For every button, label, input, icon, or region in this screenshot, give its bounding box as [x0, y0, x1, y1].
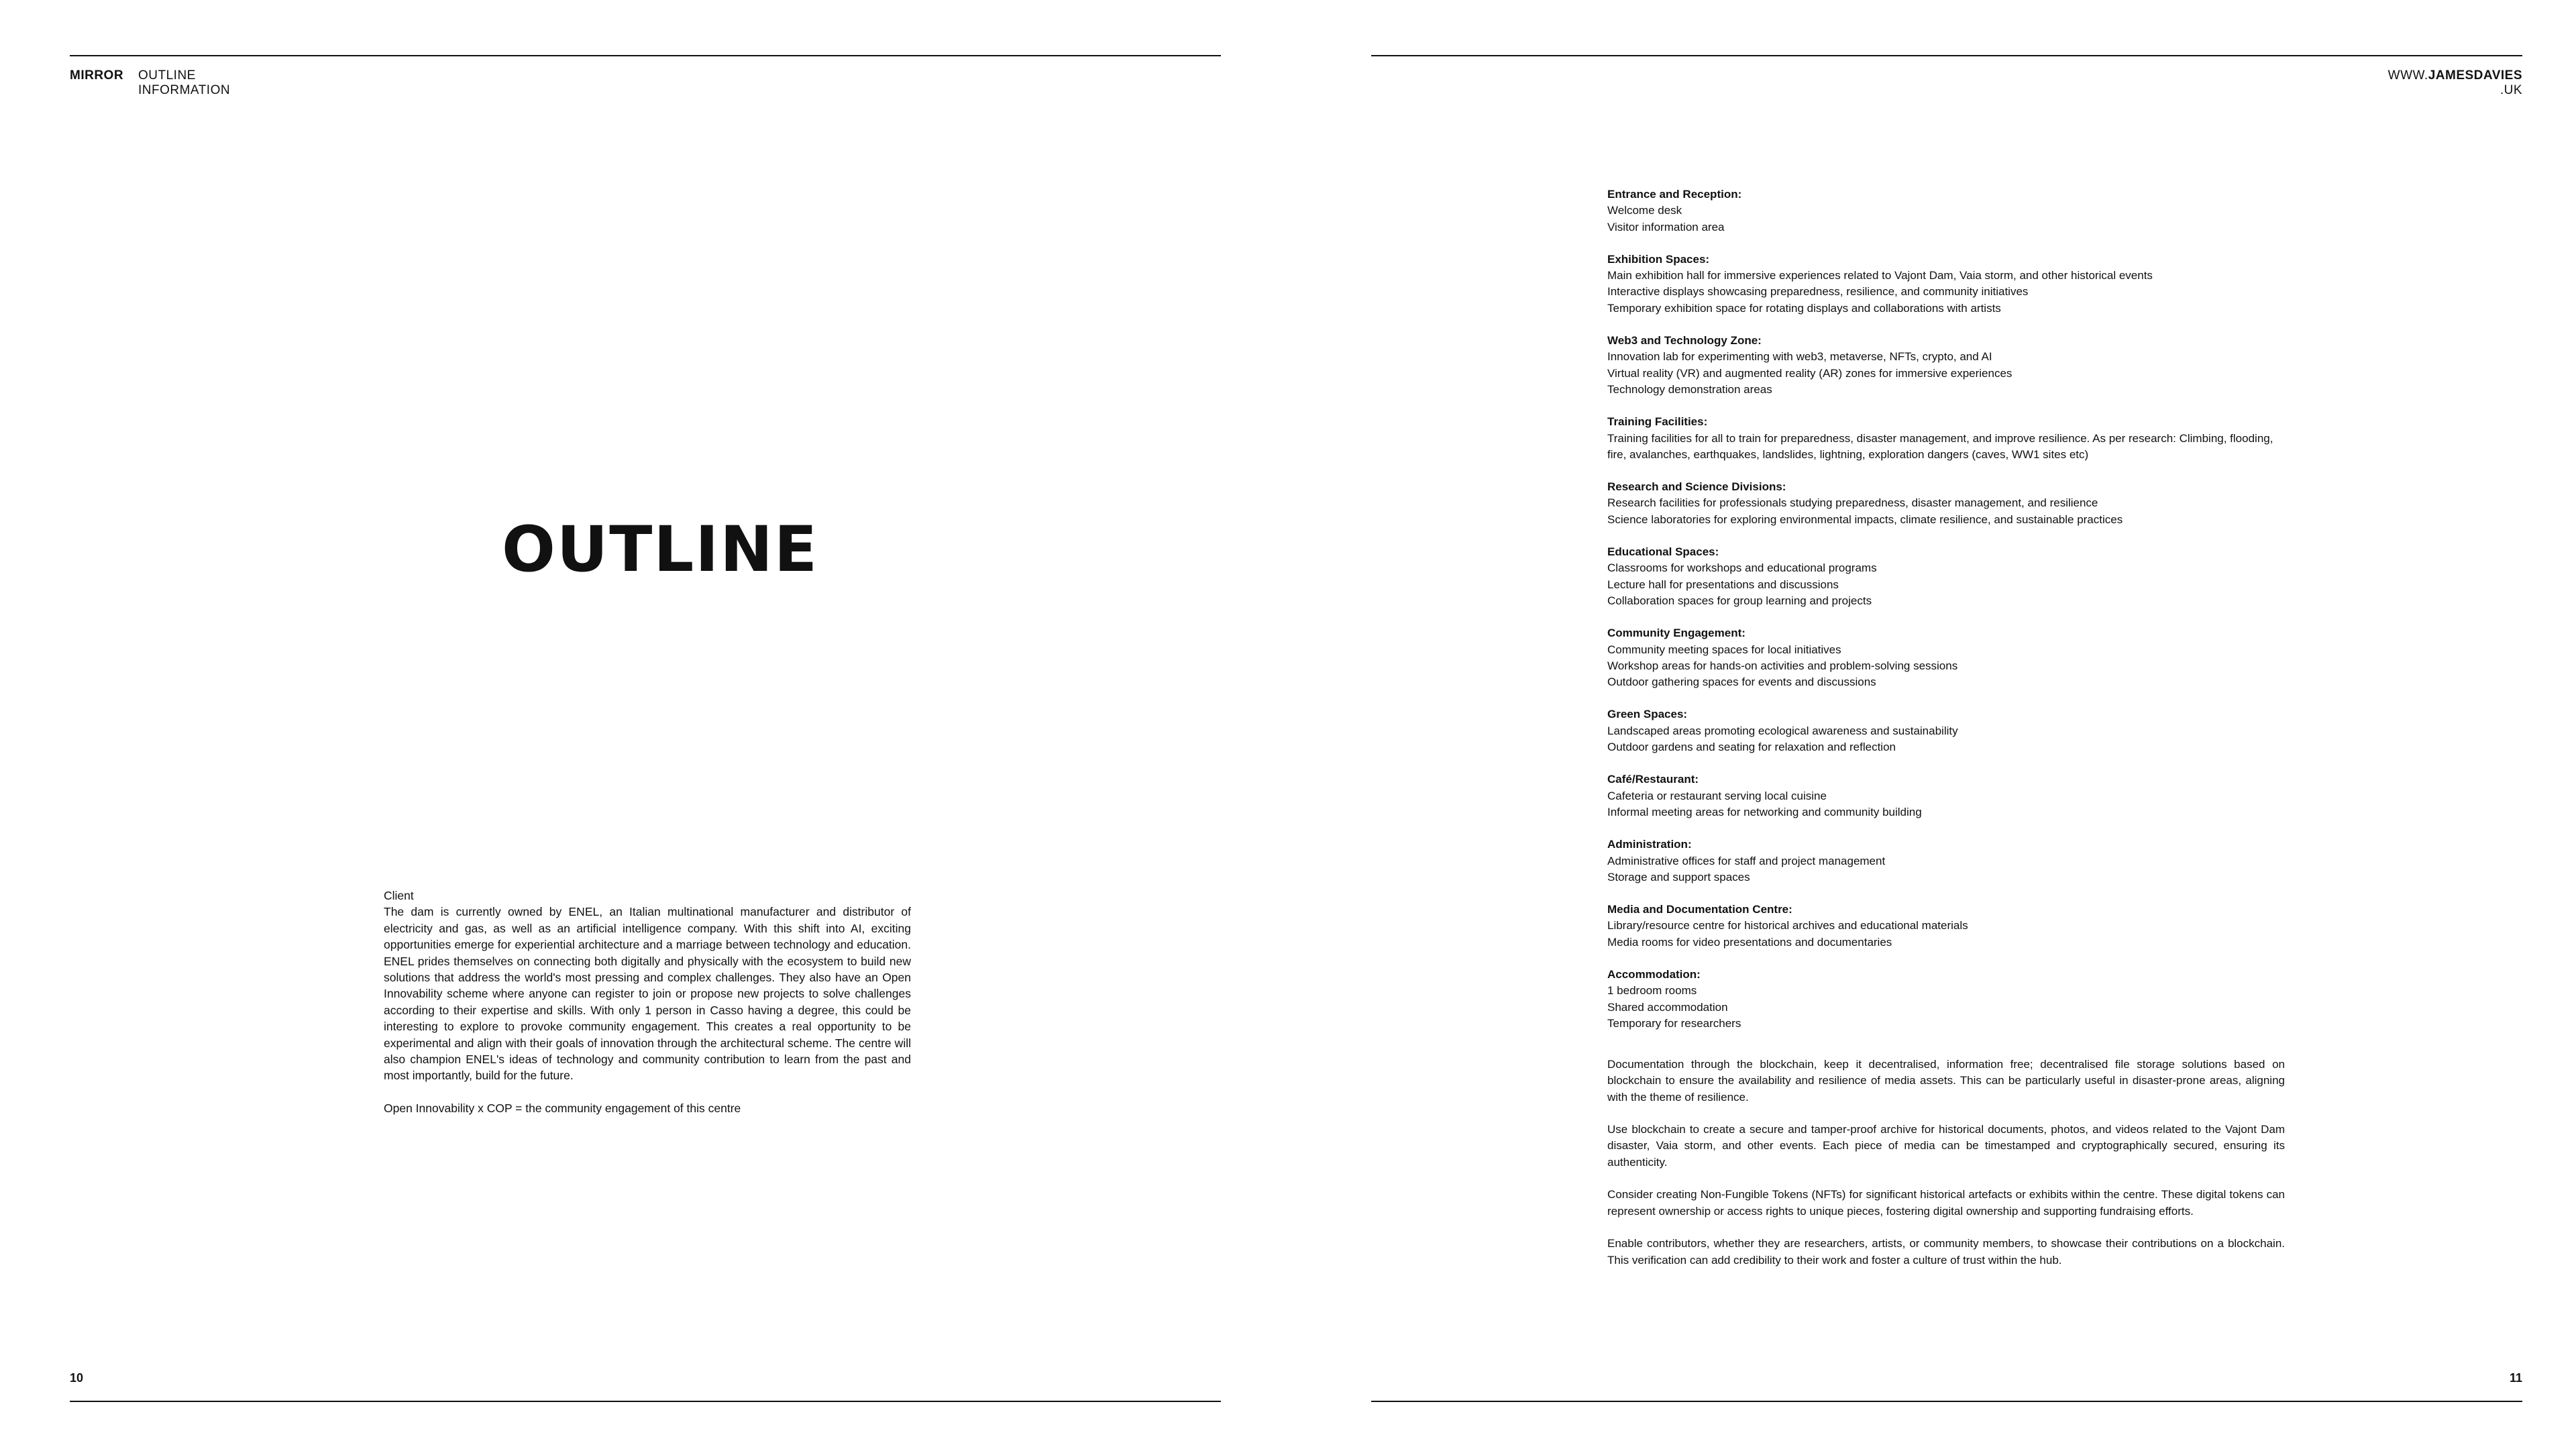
page-number: 10: [70, 1371, 84, 1385]
program-item: Library/resource centre for historical archives and educational materials: [1607, 919, 1968, 932]
program-item: Interactive displays showcasing preparedness, resilience, and community initiatives: [1607, 285, 2029, 299]
program-section: [1607, 706, 2285, 755]
program-item: Storage and support spaces: [1607, 870, 1750, 883]
program-section-title: Research and Science Divisions:: [1607, 480, 1786, 494]
program-list: [1607, 186, 2285, 1048]
program-item: Research facilities for professionals studying preparedness, disaster management, and resilience: [1607, 496, 2098, 510]
bottom-rule: [1371, 1401, 2522, 1402]
program-section-title: Exhibition Spaces:: [1607, 252, 1710, 266]
program-item: Landscaped areas promoting ecological awareness and sustainability: [1607, 724, 1958, 737]
program-section: [1607, 544, 2285, 609]
program-item: Informal meeting areas for networking and community building: [1607, 805, 1922, 818]
note-paragraph: Documentation through the blockchain, keep it decentralised, information free; decentralised file storage solutions based on blockchain to ensure the availability and resilience of media assets. This can be particularly useful in disaster-prone areas, aligning with the theme of resilience.: [1607, 1058, 2285, 1104]
client-body: The dam is currently owned by ENEL, an Italian multinational manufacturer and distributor of electricity and gas, as well as an artificial intelligence company. With this shift into AI, exciting opportunities emerge for experiential architecture and a marriage between technology and education. ENEL prides themselves on connecting both digitally and physically with the ecosystem to build new solutions that address the world's most pressing and complex challenges. They also have an Open Innovability scheme where anyone can register to join or propose new projects to solve challenges according to their expertise and skills. With only 1 person in Casso having a degree, this could be interesting to explore to provoke community engagement. This creates a real opportunity to be experimental and align with their goals of innovation through the architectural scheme. The centre will also champion ENEL's ideas of technology and community contribution to learn from the past and most importantly, build for the future.: [384, 905, 911, 1083]
client-heading: Client: [384, 889, 414, 902]
program-item: Shared accommodation: [1607, 1000, 1728, 1014]
program-item: Outdoor gardens and seating for relaxation and reflection: [1607, 741, 1896, 754]
program-item: Innovation lab for experimenting with web3, metaverse, NFTs, crypto, and AI: [1607, 350, 1992, 364]
program-section: [1607, 837, 2285, 885]
page-number: 11: [2509, 1371, 2522, 1385]
note-paragraph: Consider creating Non-Fungible Tokens (NFTs) for significant historical artefacts or exhibits within the centre. These digital tokens can represent ownership or access rights to unique pieces, fostering digital ownership and supporting fundraising efforts.: [1607, 1188, 2285, 1218]
program-item: Media rooms for video presentations and documentaries: [1607, 935, 1892, 949]
program-item: Outdoor gathering spaces for events and discussions: [1607, 676, 1876, 689]
page-title: OUTLINE: [502, 513, 819, 586]
program-item: Lecture hall for presentations and discussions: [1607, 578, 1839, 591]
site-suffix: .UK: [2500, 83, 2522, 97]
program-item: Collaboration spaces for group learning and projects: [1607, 594, 1872, 607]
program-section: [1607, 625, 2285, 690]
top-rule: [70, 55, 1221, 56]
program-section-title: Accommodation:: [1607, 967, 1701, 981]
bottom-rule: [70, 1401, 1221, 1402]
blockchain-notes: [1607, 1057, 2285, 1285]
program-item: Visitor information area: [1607, 220, 1725, 233]
top-rule: [1371, 55, 2522, 56]
client-block: [384, 888, 911, 1116]
program-section: [1607, 479, 2285, 528]
program-item: Temporary exhibition space for rotating displays and collaborations with artists: [1607, 301, 2001, 315]
section-label-line1: OUTLINE: [138, 68, 196, 83]
program-section: [1607, 186, 2285, 235]
client-footer: Open Innovability x COP = the community engagement of this centre: [384, 1101, 741, 1115]
brand-label: MIRROR: [70, 68, 124, 83]
program-section-title: Entrance and Reception:: [1607, 188, 1742, 201]
program-section: [1607, 967, 2285, 1032]
program-section-title: Training Facilities:: [1607, 415, 1708, 429]
program-item: Cafeteria or restaurant serving local cuisine: [1607, 789, 1827, 802]
note-paragraph: Use blockchain to create a secure and tamper-proof archive for historical documents, photos, and videos related to the Vajont Dam disaster, Vaia storm, and other events. Each piece of media can be timestamped and cryptographically secured, ensuring its authenticity.: [1607, 1123, 2285, 1169]
program-section-title: Community Engagement:: [1607, 627, 1746, 640]
site-name: JAMESDAVIES: [2428, 68, 2522, 83]
program-section: [1607, 414, 2285, 463]
program-item: Temporary for researchers: [1607, 1016, 1741, 1030]
right-page: [1288, 0, 2576, 1449]
program-item: Virtual reality (VR) and augmented reality (AR) zones for immersive experiences: [1607, 366, 2012, 380]
program-section-title: Web3 and Technology Zone:: [1607, 334, 1762, 347]
section-label-line2: INFORMATION: [138, 83, 231, 97]
program-item: Administrative offices for staff and project management: [1607, 854, 1886, 867]
program-item: Training facilities for all to train for preparedness, disaster management, and improve resilience. As per research: Climbing, flooding, fire, avalanches, earthquakes, landslides, lightning, exploration dangers (caves, WW1 sites etc): [1607, 431, 2273, 461]
website-link[interactable]: [2388, 68, 2522, 98]
program-section-title: Educational Spaces:: [1607, 545, 1719, 559]
program-section-title: Administration:: [1607, 838, 1692, 851]
site-prefix: WWW.: [2387, 68, 2428, 83]
program-item: 1 bedroom rooms: [1607, 984, 1697, 998]
program-item: Community meeting spaces for local initiatives: [1607, 643, 1841, 656]
program-item: Classrooms for workshops and educational programs: [1607, 561, 1877, 575]
program-item: Technology demonstration areas: [1607, 382, 1772, 396]
program-section: [1607, 252, 2285, 317]
program-item: Workshop areas for hands-on activities and problem-solving sessions: [1607, 659, 1958, 672]
program-item: Science laboratories for exploring environmental impacts, climate resilience, and sustainable practices: [1607, 513, 2123, 526]
program-section-title: Café/Restaurant:: [1607, 773, 1699, 786]
program-section: [1607, 333, 2285, 398]
program-section-title: Media and Documentation Centre:: [1607, 903, 1792, 916]
program-section: [1607, 771, 2285, 820]
program-section-title: Green Spaces:: [1607, 708, 1688, 721]
note-paragraph: Enable contributors, whether they are researchers, artists, or community members, to showcase their contributions on a blockchain. This verification can add credibility to their work and foster a culture of trust within the hub.: [1607, 1237, 2285, 1267]
section-label: [138, 68, 230, 98]
program-item: Welcome desk: [1607, 204, 1682, 217]
program-item: Main exhibition hall for immersive experiences related to Vajont Dam, Vaia storm, and other historical events: [1607, 269, 2153, 282]
program-section: [1607, 902, 2285, 951]
